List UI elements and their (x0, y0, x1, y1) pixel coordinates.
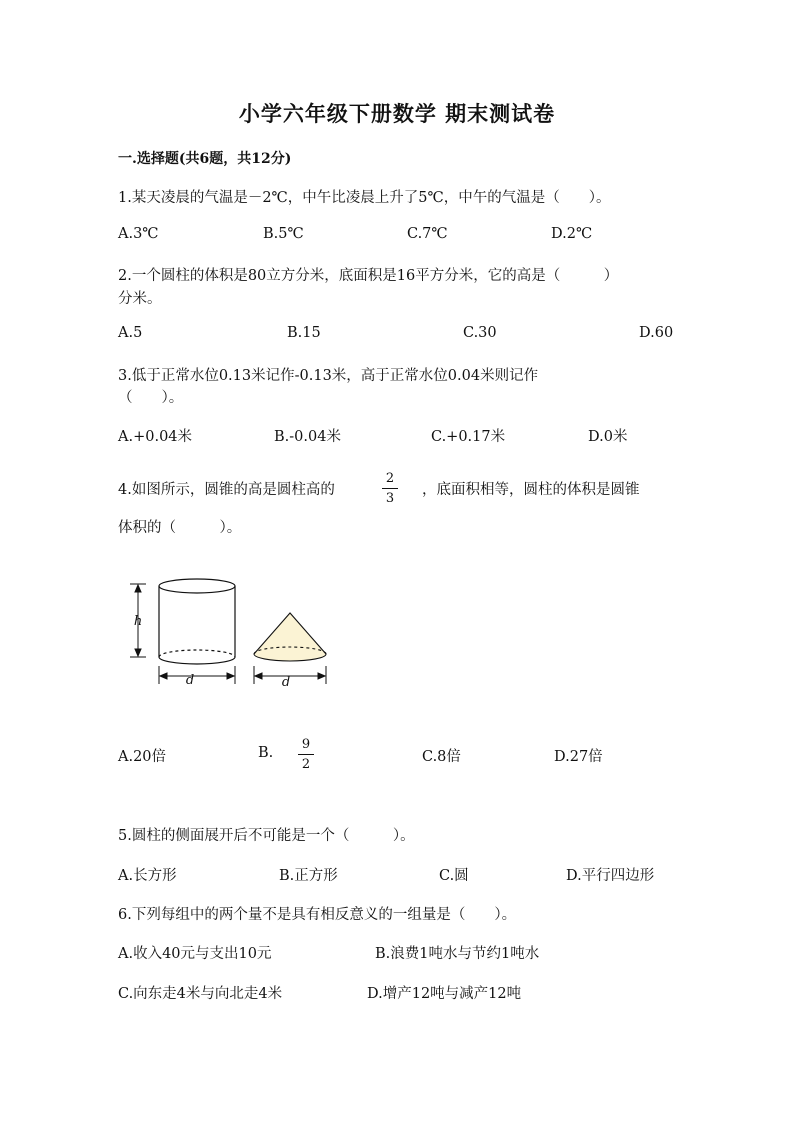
q4-option-b-denominator: 2 (301, 757, 311, 772)
q1-option-b[interactable]: B.5℃ (263, 226, 304, 242)
question-5-text: 5.圆柱的侧面展开后不可能是一个（ ）。 (118, 828, 415, 844)
q4-option-d[interactable]: D.27倍 (554, 749, 603, 765)
q6-option-b[interactable]: B.浪费1吨水与节约1吨水 (375, 946, 540, 962)
question-3-line2: （ ）。 (118, 390, 184, 406)
q2-option-b[interactable]: B.15 (287, 325, 321, 341)
question-2-line2: 分米。 (118, 291, 162, 307)
q4-fraction (380, 471, 400, 506)
q4-option-b-bar (298, 754, 314, 755)
q6-option-a[interactable]: A.收入40元与支出10元 (118, 946, 272, 962)
q2-option-d[interactable]: D.60 (639, 325, 674, 341)
question-1-text: 1.某天凌晨的气温是－2℃，中午比凌晨上升了5℃，中午的气温是（ ）。 (118, 190, 611, 206)
q2-option-a[interactable]: A.5 (118, 325, 143, 341)
q3-option-a[interactable]: A.+0.04米 (118, 429, 193, 445)
q5-option-d[interactable]: D.平行四边形 (566, 868, 655, 884)
cone-diameter-label: d (281, 675, 291, 690)
q4-option-b-fraction (296, 737, 316, 772)
q4-fraction-denominator: 3 (385, 491, 395, 506)
q5-option-b[interactable]: B.正方形 (279, 868, 338, 884)
q1-option-d[interactable]: D.2℃ (551, 226, 593, 242)
q4-fraction-numerator: 2 (385, 471, 395, 486)
page-title: 小学六年级下册数学 期末测试卷 (238, 101, 556, 126)
cylinder-diameter-marker (159, 666, 235, 684)
question-4-line2: 体积的（ ）。 (118, 520, 242, 536)
question-4-line1-before: 4.如图所示，圆锥的高是圆柱高的 (118, 482, 335, 498)
q4-fraction-bar (382, 488, 398, 489)
q4-option-b-numerator: 9 (301, 737, 311, 752)
question-2-line1: 2.一个圆柱的体积是80立方分米，底面积是16平方分米，它的高是（ ） (118, 268, 619, 284)
cylinder-shape (159, 579, 235, 664)
q3-option-b[interactable]: B.-0.04米 (274, 429, 341, 445)
q4-option-b[interactable]: B. (258, 745, 274, 761)
q5-option-c[interactable]: C.圆 (439, 868, 469, 884)
q6-option-c[interactable]: C.向东走4米与向北走4米 (118, 986, 283, 1002)
q2-option-c[interactable]: C.30 (463, 325, 497, 341)
q6-option-d[interactable]: D.增产12吨与减产12吨 (367, 986, 522, 1002)
q1-option-c[interactable]: C.7℃ (407, 226, 448, 242)
cone-shape (254, 613, 326, 661)
cylinder-diameter-label: d (185, 673, 195, 688)
q4-option-a[interactable]: A.20倍 (118, 749, 167, 765)
q4-option-c[interactable]: C.8倍 (422, 749, 461, 765)
q5-option-a[interactable]: A.长方形 (118, 868, 177, 884)
cylinder-cone-figure (118, 570, 338, 695)
section-heading: 一.选择题(共6题，共12分) (118, 151, 292, 167)
q3-option-c[interactable]: C.+0.17米 (431, 429, 506, 445)
q3-option-d[interactable]: D.0米 (588, 429, 628, 445)
question-6-text: 6.下列每组中的两个量不是具有相反意义的一组量是（ ）。 (118, 907, 517, 923)
question-4-line1-after: ，底面积相等，圆柱的体积是圆锥 (422, 482, 640, 498)
q1-option-a[interactable]: A.3℃ (118, 226, 159, 242)
height-label: h (133, 614, 143, 629)
question-3-line1: 3.低于正常水位0.13米记作-0.13米，高于正常水位0.04米则记作 (118, 368, 539, 384)
